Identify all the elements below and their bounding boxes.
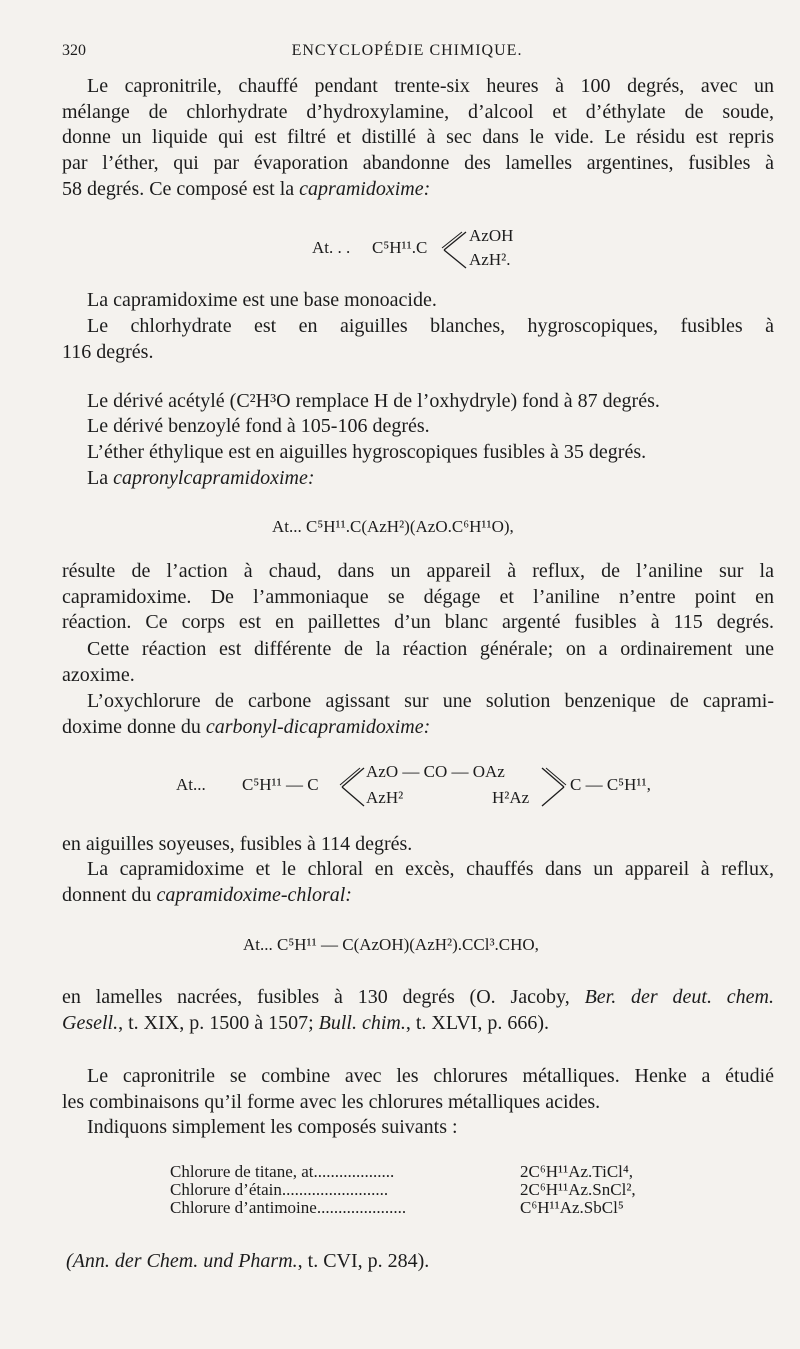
text-line: Le capronitrile se combine avec les chlorures métalliques. Henke a étudié [87, 1065, 774, 1087]
compound-name: capramidoxime-chloral: [156, 883, 352, 906]
formula-at: At. . . [312, 238, 351, 257]
compound-formula: C⁶H¹¹Az.SbCl⁵ [520, 1198, 624, 1217]
compound-label: Chlorure de titane, at................... [170, 1162, 395, 1181]
paragraph-base [62, 288, 774, 314]
paragraph-chloral [62, 857, 774, 908]
text-line: par l’éther, qui par évaporation abandonne des lamelles argentines, fusibles à [62, 152, 774, 175]
bracket-icon [338, 766, 366, 808]
paragraph-reflux [62, 559, 774, 636]
text-line: Le dérivé benzoylé fond à 105-106 degrés. [87, 415, 430, 437]
formula-bottom-right: H²Az [492, 788, 530, 807]
formula-capramidoxime-chloral [243, 935, 539, 955]
bracket-icon [540, 766, 568, 808]
formula-right: C — C⁵H¹¹, [570, 775, 651, 794]
paragraph-indiquons [62, 1115, 774, 1141]
compound-name: capramidoxime: [299, 177, 431, 200]
text-line: les combinaisons qu’il forme avec les chlorures métalliques acides. [62, 1090, 601, 1113]
formula-capronylcapramidoxime [272, 517, 514, 537]
paragraph-reaction [62, 637, 774, 688]
text-line: Le capronitrile, chauffé pendant trente-six heures à 100 degrés, avec un [87, 75, 774, 97]
bracket-icon [440, 230, 468, 270]
formula-top: AzO — CO — OAz [366, 762, 505, 781]
formula-text: At... C⁵H¹¹ — C(AzOH)(AzH²).CCl³.CHO, [243, 935, 539, 954]
text-line: Le chlorhydrate est en aiguilles blanches, hygroscopiques, fusibles à [87, 315, 774, 337]
text-line: donnent du capramidoxime-chloral: [62, 883, 352, 906]
paragraph-benzoyl [62, 414, 774, 440]
text-line: Gesell., t. XIX, p. 1500 à 1507; Bull. chim., t. XLVI, p. 666). [62, 1011, 550, 1034]
text-line: azoxime. [62, 663, 135, 686]
text-line: résulte de l’action à chaud, dans un appareil à reflux, de l’aniline sur la [62, 560, 774, 582]
text-line: La capramidoxime est une base monoacide. [87, 289, 437, 311]
citation-title: Ber. der deut. chem. [584, 986, 774, 1008]
text-line: La capramidoxime et le chloral en excès, chauffés dans un appareil à reflux, [87, 858, 774, 880]
compound-label: Chlorure d’étain......................... [170, 1180, 389, 1199]
paragraph-ether [62, 440, 774, 466]
compound-name: capronylcapramidoxime: [113, 467, 315, 489]
text-line: donne un liquide qui est filtré et distillé à sec dans le vide. Le résidu est repris [62, 126, 774, 149]
compound-formula: 2C⁶H¹¹Az.SnCl², [520, 1180, 636, 1199]
formula-top: AzOH [469, 226, 514, 245]
running-title: ENCYCLOPÉDIE CHIMIQUE. [291, 42, 523, 59]
text-line: capramidoxime. De l’ammoniaque se dégage et l’aniline n’entre point en [62, 585, 774, 608]
formula-left: C⁵H¹¹ — C [242, 775, 319, 794]
paragraph-oxychlorure [62, 689, 774, 740]
citation-title: (Ann. der Chem. und Pharm. [66, 1250, 298, 1272]
reference-citation: (Ann. der Chem. und Pharm., t. CVI, p. 284). [66, 1250, 430, 1272]
formula-at: At... [176, 775, 206, 794]
paragraph-chlorures [62, 1064, 774, 1115]
formula-text: At... C⁵H¹¹.C(AzH²)(AzO.C⁶H¹¹O), [272, 517, 514, 536]
paragraph-capramidoxime-prep [62, 74, 774, 203]
paragraph-capronyl [62, 466, 774, 492]
text-line: 116 degrés. [62, 340, 154, 363]
text-line: Le dérivé acétylé (C²H³O remplace H de l’oxhydryle) fond à 87 degrés. [87, 390, 660, 412]
paragraph-chlorhydrate [62, 314, 774, 365]
citation-title: Bull. chim. [318, 1011, 406, 1034]
compound-label: Chlorure d’antimoine..................... [170, 1198, 407, 1217]
formula-base: C⁵H¹¹.C [372, 238, 428, 257]
text-line: Cette réaction est différente de la réaction générale; on a ordinairement une [87, 638, 774, 660]
text-line: en lamelles nacrées, fusibles à 130 degrés (O. Jacoby, Ber. der deut. chem. [62, 986, 774, 1008]
text-line: Indiquons simplement les composés suivants : [87, 1116, 458, 1138]
text-line: en aiguilles soyeuses, fusibles à 114 degrés. [62, 833, 413, 855]
formula-capramidoxime [312, 226, 532, 272]
text-line: réaction. Ce corps est en paillettes d’un blanc argenté fusibles à 115 degrés. [62, 611, 774, 634]
compound-formula: 2C⁶H¹¹Az.TiCl⁴, [520, 1162, 634, 1181]
text-line: La capronylcapramidoxime: [87, 467, 315, 489]
text-line: doxime donne du carbonyl-dicapramidoxime: [62, 715, 431, 738]
compound-name: carbonyl-dicapramidoxime: [205, 715, 431, 738]
text-line: mélange de chlorhydrate d’hydroxylamine, d’alcool et d’éthylate de soude, [62, 100, 774, 123]
paragraph-lamelles [62, 985, 774, 1036]
text-line: L’éther éthylique est en aiguilles hygroscopiques fusibles à 35 degrés. [87, 441, 647, 463]
formula-carbonyl-dicapramidoxime [176, 762, 706, 812]
paragraph-aiguilles [62, 832, 774, 858]
paragraph-acetyl [62, 389, 774, 415]
text-line: L’oxychlorure de carbone agissant sur une solution benzenique de caprami- [87, 690, 774, 712]
text-line: 58 degrés. Ce composé est la capramidoxime: [62, 177, 431, 200]
page-header [62, 42, 752, 66]
page-number: 320 [62, 42, 86, 59]
citation-title: Gesell. [62, 1011, 119, 1034]
formula-bottom: AzH². [469, 250, 511, 269]
formula-bottom-left: AzH² [366, 788, 404, 807]
